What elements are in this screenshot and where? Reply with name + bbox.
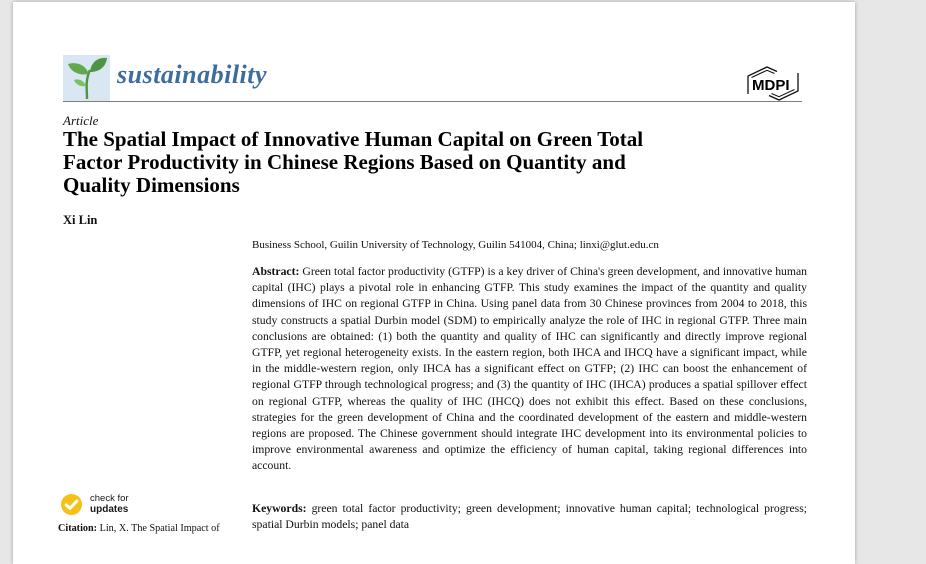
- citation-text: Lin, X. The Spatial Impact of: [99, 523, 220, 534]
- journal-name: sustainability: [117, 60, 268, 89]
- sustainability-logo[interactable]: [63, 55, 110, 101]
- title-line-1: The Spatial Impact of Innovative Human Capital on Green Total: [63, 127, 644, 151]
- title-line-3: Quality Dimensions: [63, 173, 240, 197]
- citation-label: Citation:: [58, 523, 98, 534]
- affiliation: Business School, Guilin University of Technology, Guilin 541004, China; linxi@glut.edu.cn: [252, 239, 659, 251]
- seedling-icon: [63, 55, 110, 101]
- mdpi-logo[interactable]: [744, 64, 802, 103]
- article-title: [63, 128, 823, 197]
- author-name: Xi Lin: [63, 213, 98, 227]
- check-circle-icon: [60, 493, 83, 516]
- title-line-2: Factor Productivity in Chinese Regions Based on Quantity and: [63, 150, 626, 174]
- abstract-label: Abstract:: [252, 265, 300, 278]
- mdpi-wordmark: MDPI: [752, 77, 790, 94]
- check-for-updates-badge[interactable]: [60, 493, 129, 516]
- keywords: [252, 501, 807, 533]
- check-for-updates-label: check for updates: [90, 493, 129, 515]
- header-divider: [63, 101, 802, 102]
- abstract: [252, 264, 807, 475]
- article-type-label: Article: [63, 113, 99, 128]
- mdpi-hexagon-icon: [744, 64, 802, 103]
- paper-page: [13, 2, 855, 564]
- keywords-text: green total factor productivity; green development; innovative human capital; technological progress; spatial Durbin models; panel data: [252, 502, 807, 532]
- abstract-text: Green total factor productivity (GTFP) is a key driver of China's green development, and innovative human capital (IHC) plays a pivotal role in enhancing GTFP. This study examines the impact of the quantity and quality dimensions of IHC on regional GTFP in China. Using panel data from 30 Chinese provinces from 2004 to 2018, this study constructs a spatial Durbin model (SDM) to empirically analyze the role of IHC in regional GTFP. Three main conclusions are obtained: (1) both the quantity and quality of IHC can significantly and directly improve regional GTFP, yet regional heterogeneity exists. In the eastern region, both IHCA and IHCQ have a significant impact, while in the middle-western region, only IHCA has a significant effect on GTFP; (2) IHC can boost the enhancement of regional GTFP through technological progress; and (3) the quantity of IHC (IHCA) produces a spatial spillover effect on regional GTFP, whereas the quality of IHC (IHCQ) does not exhibit this effect. Based on these conclusions, strategies for the green development of China and the coordinated development of the eastern and middle-western regions are proposed. The Chinese government should integrate IHC development into its environmental policies to improve environmental awareness and optimize the efficiency of human capital, taking regional differences into account.: [252, 265, 807, 473]
- keywords-label: Keywords:: [252, 502, 307, 515]
- citation: [58, 522, 258, 535]
